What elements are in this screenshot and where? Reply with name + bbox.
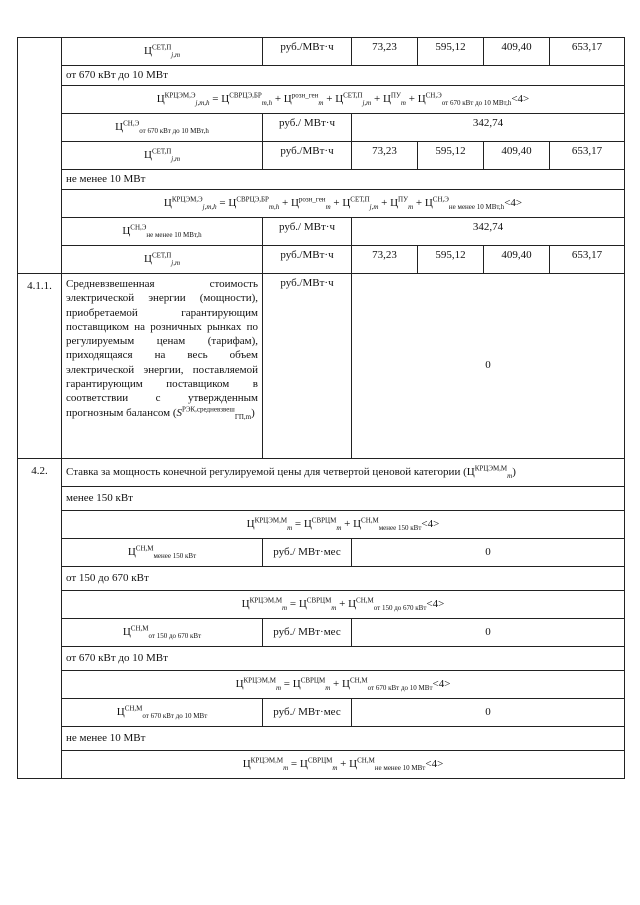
table-row (18, 142, 625, 170)
row-number-cell (18, 38, 62, 274)
range-heading: не менее 10 МВт (62, 170, 625, 190)
table-row (18, 591, 625, 619)
unit-cell: руб./ МВт·мес (263, 539, 352, 567)
table-row (18, 459, 625, 487)
symbol-c-sn-m: $Ц^{СН,М}_{от 670 кВт до 10 МВт}$ (62, 699, 263, 727)
unit-cell: руб./ МВт·мес (263, 619, 352, 647)
table-row (18, 218, 625, 246)
unit-cell: руб./ МВт·ч (263, 114, 352, 142)
table-row (18, 38, 625, 66)
value-cell: 653,17 (550, 142, 625, 170)
value-cell: 73,23 (352, 142, 418, 170)
value-cell: 0 (352, 539, 625, 567)
table-row (18, 66, 625, 86)
tariff-table (17, 37, 625, 779)
row-number: 4.1.1. (18, 274, 62, 459)
table-row (18, 671, 625, 699)
value-cell: 0 (352, 619, 625, 647)
table-row (18, 246, 625, 274)
symbol-c-set-p: $Ц^{СЕТ,П}_{j,m}$ (62, 246, 263, 274)
table-row (18, 114, 625, 142)
table-row (18, 567, 625, 591)
unit-cell: руб./ МВт·мес (263, 699, 352, 727)
row-number: 4.2. (18, 459, 62, 779)
table-row (18, 647, 625, 671)
table-row (18, 619, 625, 647)
symbol-c-set-p: $Ц^{СЕТ,П}_{j,m}$ (62, 38, 263, 66)
formula-krcem-e: $Ц^{КРЦЭМ,Э}_{j,m,h} = Ц^{СВРЦЭ,БР}_{m,h} + Ц^{розн\_ген}_m + Ц^{СЕТ,П}_{j,m} + Ц^{ПУ}_m + Ц^{СН,Э}_{от 670 кВт до 10 МВт,h}<4>$ (62, 86, 625, 114)
value-cell: 0 (352, 274, 625, 459)
table-row (18, 86, 625, 114)
table-row (18, 274, 625, 459)
formula-krcem-e: $Ц^{КРЦЭМ,Э}_{j,m,h} = Ц^{СВРЦЭ,БР}_{m,h} + Ц^{розн\_ген}_m + Ц^{СЕТ,П}_{j,m} + Ц^{ПУ}_m + Ц^{СН,Э}_{не менее 10 МВт,h}<4>$ (62, 190, 625, 218)
unit-cell: руб./МВт·ч (263, 274, 352, 459)
table-row (18, 751, 625, 779)
value-cell: 595,12 (418, 38, 484, 66)
range-heading: не менее 10 МВт (62, 727, 625, 751)
value-cell: 595,12 (418, 142, 484, 170)
table-row (18, 727, 625, 751)
table-row (18, 539, 625, 567)
range-heading: менее 150 кВт (62, 487, 625, 511)
formula-krcem-m: $Ц^{КРЦЭМ,М}_m = Ц^{СВРЦМ}_m + Ц^{СН,М}_{менее 150 кВт}<4>$ (62, 511, 625, 539)
table-row (18, 487, 625, 511)
range-heading: от 150 до 670 кВт (62, 567, 625, 591)
value-cell: 0 (352, 699, 625, 727)
value-cell: 653,17 (550, 38, 625, 66)
table-row (18, 511, 625, 539)
value-cell: 409,40 (484, 142, 550, 170)
unit-cell: руб./ МВт·ч (263, 218, 352, 246)
row-heading: Ставка за мощность конечной регулируемой цены для четвертой ценовой категории $(Ц^{КРЦЭМ,М}_m)$ (62, 459, 625, 487)
value-cell: 595,12 (418, 246, 484, 274)
symbol-c-sn-e: $Ц^{СН,Э}_{от 670 кВт до 10 МВт,h}$ (62, 114, 263, 142)
symbol-c-sn-m: $Ц^{СН,М}_{менее 150 кВт}$ (62, 539, 263, 567)
range-heading: от 670 кВт до 10 МВт (62, 647, 625, 671)
value-cell: 653,17 (550, 246, 625, 274)
tariff-table-sheet (17, 37, 624, 779)
formula-krcem-m: $Ц^{КРЦЭМ,М}_m = Ц^{СВРЦМ}_m + Ц^{СН,М}_{не менее 10 МВт}<4>$ (62, 751, 625, 779)
unit-cell: руб./МВт·ч (263, 246, 352, 274)
value-cell: 342,74 (352, 218, 625, 246)
value-cell: 409,40 (484, 246, 550, 274)
symbol-c-set-p: $Ц^{СЕТ,П}_{j,m}$ (62, 142, 263, 170)
unit-cell: руб./МВт·ч (263, 38, 352, 66)
value-cell: 409,40 (484, 38, 550, 66)
row-description: Средневзвешенная стоимость электрической энергии (мощности), приобретаемой гарантирующим поставщиком на розничных рынках по регулируемым ценам (тарифам), приходящаяся на весь объем электрической энергии, поставляемой гарантирующим поставщиком в соответствии с утвержденным прогнозным балансом $(S^{РЭК,средневзвеш}_{ГП,m})$ (62, 274, 263, 459)
table-row (18, 170, 625, 190)
value-cell: 73,23 (352, 38, 418, 66)
value-cell: 342,74 (352, 114, 625, 142)
table-row (18, 699, 625, 727)
symbol-c-sn-e: $Ц^{СН,Э}_{не менее 10 МВт,h}$ (62, 218, 263, 246)
table-row (18, 190, 625, 218)
formula-krcem-m: $Ц^{КРЦЭМ,М}_m = Ц^{СВРЦМ}_m + Ц^{СН,М}_{от 670 кВт до 10 МВт}<4>$ (62, 671, 625, 699)
value-cell: 73,23 (352, 246, 418, 274)
unit-cell: руб./МВт·ч (263, 142, 352, 170)
formula-krcem-m: $Ц^{КРЦЭМ,М}_m = Ц^{СВРЦМ}_m + Ц^{СН,М}_{от 150 до 670 кВт}<4>$ (62, 591, 625, 619)
range-heading: от 670 кВт до 10 МВт (62, 66, 625, 86)
symbol-c-sn-m: $Ц^{СН,М}_{от 150 до 670 кВт}$ (62, 619, 263, 647)
